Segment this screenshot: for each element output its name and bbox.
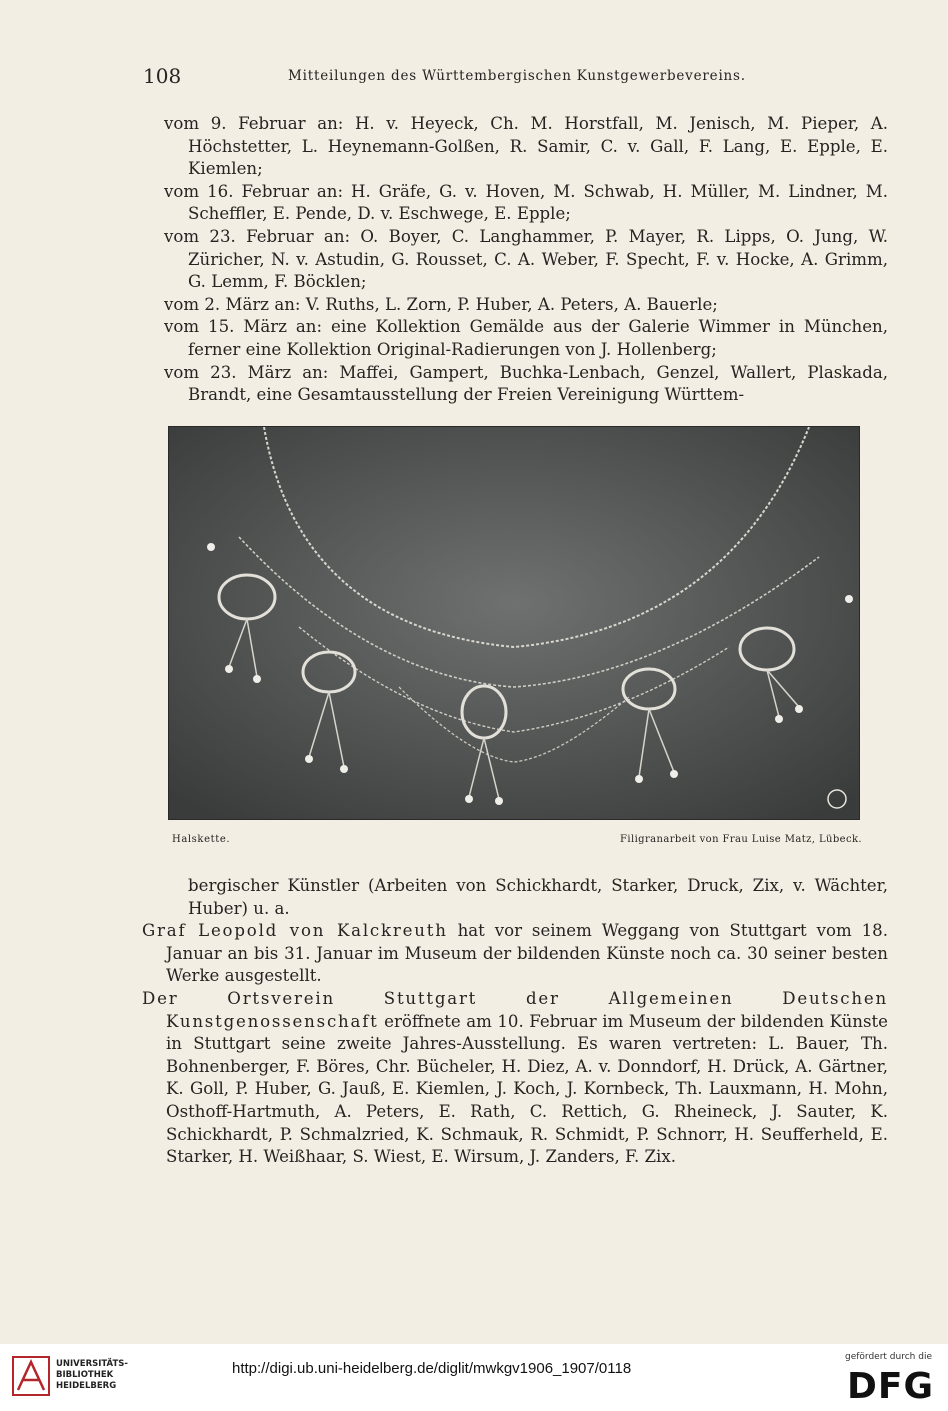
paragraph-lead-name: Graf Leopold von Kalckreuth: [142, 921, 448, 941]
paragraph-text: hat vor seinem Weggang von Stuttgart vom 18. Januar an bis 31. Januar im Museum der bildenden Künste noch ca. 30 seiner besten Werke ausgestellt.: [166, 921, 888, 986]
list-item: vom 16. Februar an: H. Gräfe, G. v. Hoven, M. Schwab, H. Müller, M. Lindner, M. Scheffler, E. Pende, D. v. Eschwege, E. Epple;: [164, 181, 888, 224]
page-number: 108: [143, 64, 182, 88]
list-item: vom 9. Februar an: H. v. Heyeck, Ch. M. Horstfall, M. Jenisch, M. Pieper, A. Höchstetter, L. Heynemann-Golßen, R. Samir, C. v. Gall, F. Lang, E. Epple, E. Kiemlen;: [164, 114, 888, 179]
funding-note: gefördert durch die: [845, 1352, 932, 1362]
figure-caption-credit: Filigranarbeit von Frau Luise Matz, Lübeck.: [620, 834, 862, 845]
university-library-logo: [12, 1356, 50, 1396]
list-item: vom 23. Februar an: O. Boyer, C. Langhammer, P. Mayer, R. Lipps, O. Jung, W. Züricher, N. v. Astudin, G. Rousset, C. A. Weber, F. Specht, F. v. Hocke, A. Grimm, G. Lemm, F. Böcklen;: [164, 226, 888, 292]
page-header: [143, 64, 888, 92]
paragraph-lead-name: Der Ortsverein Stuttgart der Allgemeinen Deutschen Kunstgenossenschaft: [142, 988, 888, 1031]
list-item: vom 15. März an: eine Kollektion Gemälde aus der Galerie Wimmer in München, ferner eine Kollektion Original-Radierungen von J. Hollenberg;: [164, 317, 888, 359]
figure-caption-title: Halskette.: [172, 834, 231, 845]
university-library-name: UNIVERSITÄTS- BIBLIOTHEK HEIDELBERG: [56, 1359, 128, 1391]
body-text: [142, 875, 888, 1169]
necklace-photograph: [168, 426, 860, 820]
list-item: vom 2. März an: V. Ruths, L. Zorn, P. Huber, A. Peters, A. Bauerle;: [164, 294, 718, 314]
exhibition-list: [164, 113, 888, 407]
paragraph-ortsverein: [142, 988, 888, 1169]
list-item: vom 23. März an: Maffei, Gampert, Buchka-Lenbach, Genzel, Wallert, Plaskada, Brandt, eine Gesamtausstellung der Freien Vereinigung Württem-: [164, 362, 888, 405]
running-title: Mitteilungen des Württembergischen Kunstgewerbevereins.: [288, 68, 746, 84]
paragraph-text: eröffnete am 10. Februar im Museum der bildenden Künste in Stuttgart seine zweite Jahres-Ausstellung. Es waren vertreten: L. Bauer, Th. Bohnenberger, F. Böres, Chr. Bücheler, H. Diez, A. v. Donndorf, H. Drück, A. Gärtner, K. Goll, P. Huber, G. Jauß, E. Kiemlen, J. Koch, J. Kornbeck, Th. Lauxmann, H. Mohn, Osthoff-Hartmuth, A. Peters, E. Rath, C. Rettich, G. Rheineck, J. Sauter, K. Schickhardt, P. Schmalzried, K. Schmauk, R. Schmidt, P. Schnorr, H. Seufferheld, E. Starker, H. Weißhaar, S. Wiest, E. Wirsum, J. Zanders, F. Zix.: [166, 1011, 888, 1167]
paragraph-kalckreuth: [142, 920, 888, 988]
dfg-logo: DFG: [846, 1366, 934, 1407]
digitization-footer: [0, 1344, 948, 1411]
source-url-link[interactable]: http://digi.ub.uni-heidelberg.de/diglit/mwkgv1906_1907/0118: [232, 1360, 632, 1377]
continuation-paragraph: bergischer Künstler (Arbeiten von Schickhardt, Starker, Druck, Zix, v. Wächter, Huber) u. a.: [188, 876, 888, 918]
